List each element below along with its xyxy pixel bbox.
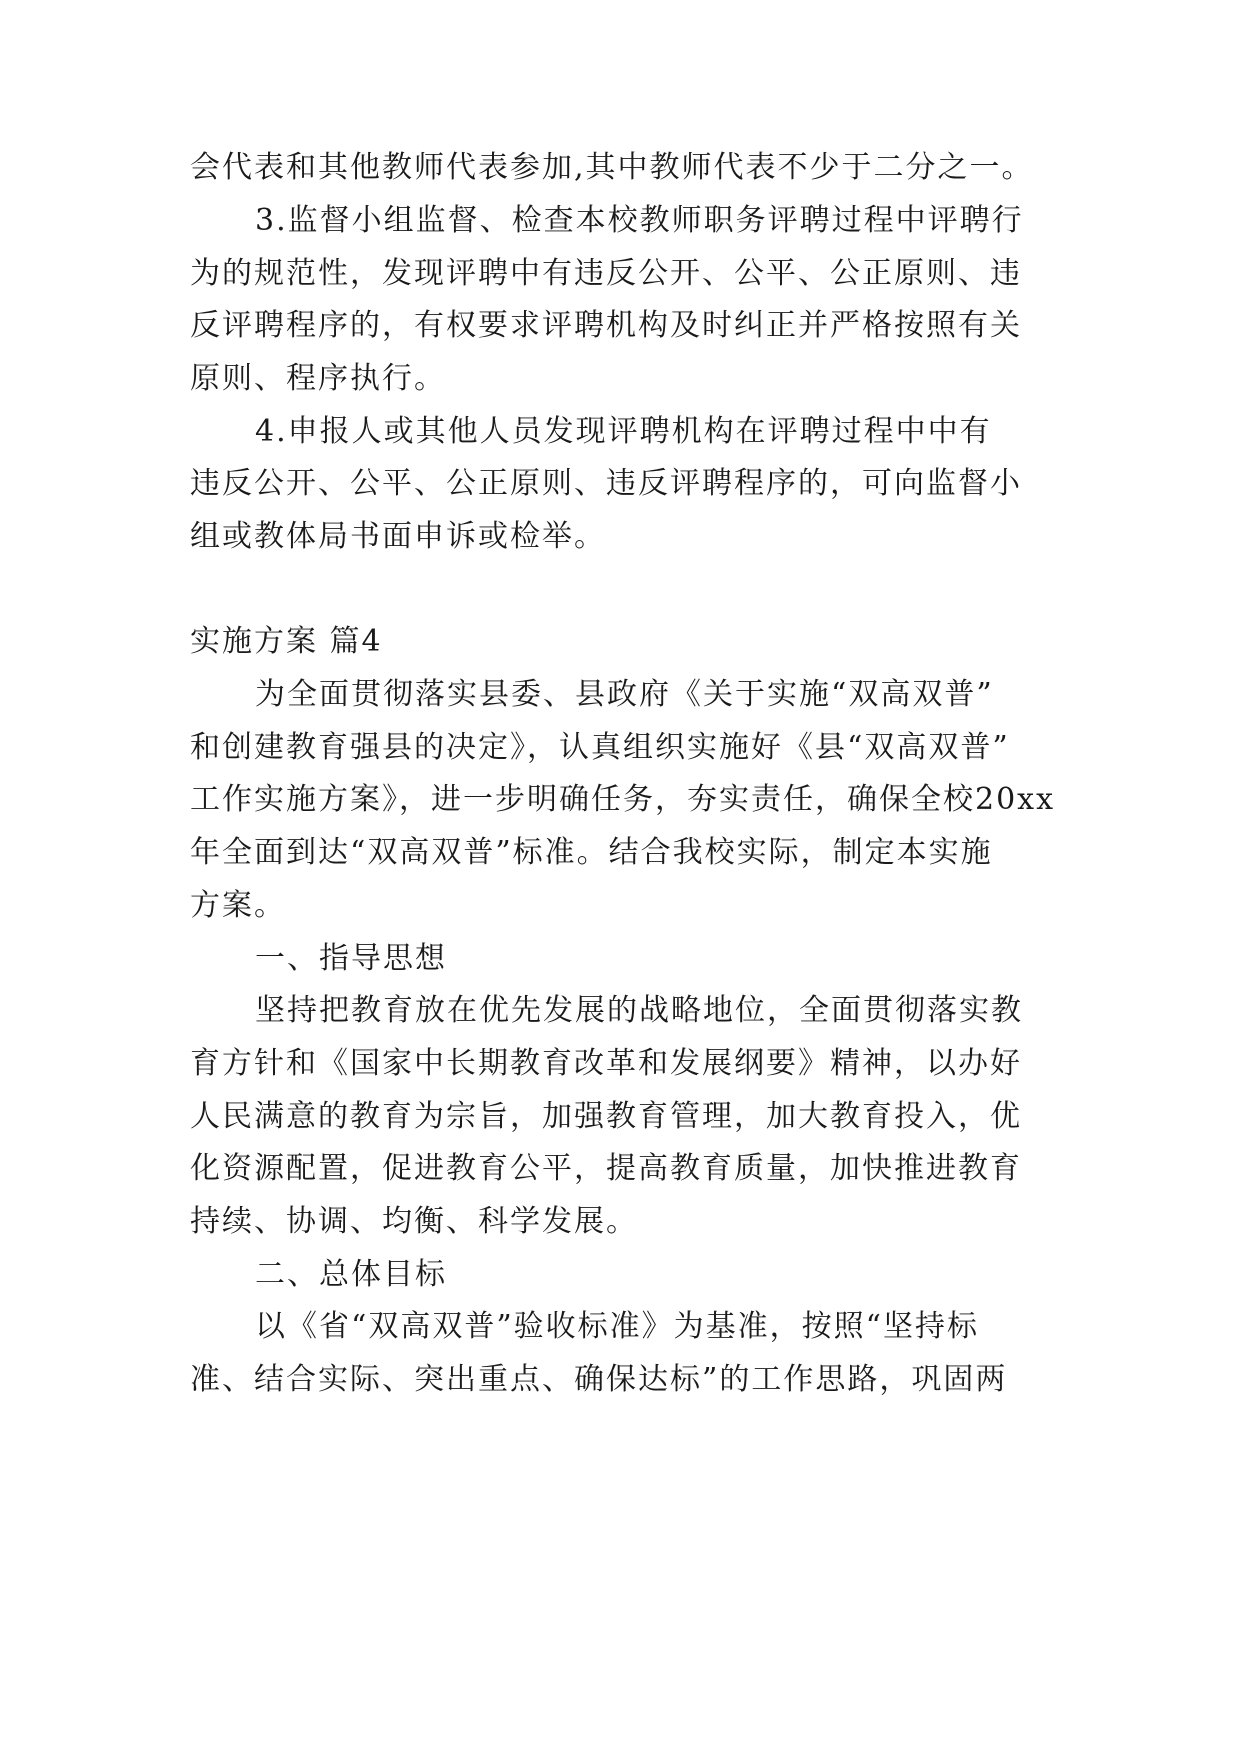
paragraph-line: 持续、协调、均衡、科学发展。 bbox=[190, 1204, 638, 1239]
paragraph-line: 育方针和《国家中长期教育改革和发展纲要》精神，以办好 bbox=[190, 1046, 1022, 1081]
paragraph-line: 反评聘程序的，有权要求评聘机构及时纠正并严格按照有关 bbox=[190, 308, 1022, 343]
paragraph-line: 和创建教育强县的决定》，认真组织实施好《县“双高双普” bbox=[190, 730, 1010, 765]
paragraph-line: 违反公开、公平、公正原则、违反评聘程序的，可向监督小 bbox=[190, 466, 1022, 501]
paragraph-line: 会代表和其他教师代表参加,其中教师代表不少于二分之一。 bbox=[190, 150, 1034, 185]
paragraph-line: 组或教体局书面申诉或检举。 bbox=[190, 519, 606, 554]
subsection-heading: 二、总体目标 bbox=[255, 1257, 447, 1292]
paragraph-line: 4.申报人或其他人员发现评聘机构在评聘过程中中有 bbox=[255, 414, 992, 449]
paragraph-line: 化资源配置，促进教育公平，提高教育质量，加快推进教育 bbox=[190, 1151, 1022, 1186]
paragraph-line: 原则、程序执行。 bbox=[190, 361, 446, 396]
paragraph-line: 为的规范性，发现评聘中有违反公开、公平、公正原则、违 bbox=[190, 256, 1022, 291]
paragraph-line: 为全面贯彻落实县委、县政府《关于实施“双高双普” bbox=[255, 677, 994, 712]
paragraph-line: 人民满意的教育为宗旨，加强教育管理，加大教育投入，优 bbox=[190, 1099, 1022, 1134]
subsection-heading: 一、指导思想 bbox=[255, 941, 447, 976]
paragraph-line: 年全面到达“双高双普”标准。结合我校实际，制定本实施 bbox=[190, 835, 993, 870]
paragraph-line: 工作实施方案》，进一步明确任务，夯实责任，确保全校20xx bbox=[190, 782, 1056, 817]
paragraph-line: 坚持把教育放在优先发展的战略地位，全面贯彻落实教 bbox=[255, 993, 1023, 1028]
paragraph-line: 3.监督小组监督、检查本校教师职务评聘过程中评聘行 bbox=[255, 203, 1024, 238]
paragraph-line: 以《省“双高双普”验收标准》为基准，按照“坚持标 bbox=[255, 1309, 980, 1344]
section-heading: 实施方案 篇4 bbox=[190, 624, 383, 659]
paragraph-line: 准、结合实际、突出重点、确保达标”的工作思路，巩固两 bbox=[190, 1362, 1008, 1397]
paragraph-line: 方案。 bbox=[190, 888, 286, 923]
